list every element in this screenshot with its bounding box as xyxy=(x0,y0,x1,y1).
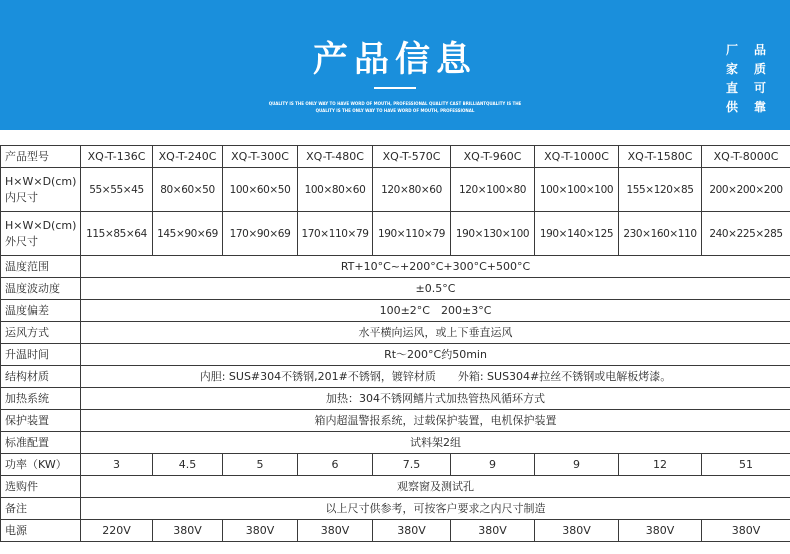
banner-subtitle-line1: QUALITY IS THE ONLY WAY TO HAVE WORD OF MOUTH, PROFESSIONAL QUALITY CAST BRILLIANTQUALITY IS THE xyxy=(268,101,522,106)
model-cell: XQ-T-1000C xyxy=(535,146,619,168)
row-value: 箱内超温警报系统，过载保护装置，电机保护装置 xyxy=(81,410,790,432)
row-label: 温度偏差 xyxy=(1,300,81,322)
row-value: ±0.5°C xyxy=(81,278,790,300)
size-cell: 200×200×200 xyxy=(702,168,790,212)
slogan-char: 质 xyxy=(753,62,766,76)
size-cell: 55×55×45 xyxy=(81,168,153,212)
banner-subtitle-line2: QUALITY IS THE ONLY WAY TO HAVE WORD OF MOUTH, PROFESSIONAL xyxy=(315,108,475,113)
size-cell: 100×100×100 xyxy=(535,168,619,212)
voltage-cell: 380V xyxy=(298,520,373,542)
row-value: Rt～200°C约50min xyxy=(81,344,790,366)
row-label: 电源 xyxy=(1,520,81,542)
size-cell: 230×160×110 xyxy=(619,212,702,256)
row-value: 试料架2组 xyxy=(81,432,790,454)
slogan-char: 靠 xyxy=(753,100,766,114)
size-cell: 170×90×69 xyxy=(223,212,298,256)
model-cell: XQ-T-960C xyxy=(451,146,535,168)
row-value: 水平横向运风，或上下垂直运风 xyxy=(81,322,790,344)
slogan-char: 品 xyxy=(753,43,766,57)
model-cell: XQ-T-8000C xyxy=(702,146,790,168)
size-cell: 190×130×100 xyxy=(451,212,535,256)
model-cell: XQ-T-570C xyxy=(373,146,451,168)
voltage-cell: 380V xyxy=(223,520,298,542)
label-line: H×W×D(cm) xyxy=(5,218,77,232)
voltage-cell: 380V xyxy=(619,520,702,542)
row-value: 100±2°C 200±3°C xyxy=(81,300,790,322)
row-label: 产品型号 xyxy=(1,146,81,168)
voltage-cell: 380V xyxy=(451,520,535,542)
model-cell: XQ-T-480C xyxy=(298,146,373,168)
slogan-char: 可 xyxy=(753,81,766,95)
power-cell: 6 xyxy=(298,454,373,476)
header-banner xyxy=(0,0,790,130)
row-power-supply xyxy=(1,520,790,542)
row-value: 内胆: SUS#304不锈钢,201#不锈钢，镀锌材质 外箱: SUS304#拉丝不锈钢或电解板烤漆。 xyxy=(81,366,790,388)
row-material xyxy=(1,366,790,388)
size-cell: 100×60×50 xyxy=(223,168,298,212)
row-label: 升温时间 xyxy=(1,344,81,366)
power-cell: 7.5 xyxy=(373,454,451,476)
row-label: 选购件 xyxy=(1,476,81,498)
row-protection xyxy=(1,410,790,432)
voltage-cell: 380V xyxy=(373,520,451,542)
size-cell: 190×140×125 xyxy=(535,212,619,256)
row-label: 标准配置 xyxy=(1,432,81,454)
row-model xyxy=(1,146,790,168)
row-label: 温度范围 xyxy=(1,256,81,278)
row-optional xyxy=(1,476,790,498)
row-value: 加热：304不锈网鳍片式加热管热风循环方式 xyxy=(81,388,790,410)
size-cell: 190×110×79 xyxy=(373,212,451,256)
power-cell: 5 xyxy=(223,454,298,476)
row-temp-range xyxy=(1,256,790,278)
spec-table xyxy=(0,145,790,542)
power-cell: 9 xyxy=(535,454,619,476)
slogan-char: 供 xyxy=(725,100,738,114)
title-underline xyxy=(374,87,416,89)
size-cell: 170×110×79 xyxy=(298,212,373,256)
voltage-cell: 380V xyxy=(153,520,223,542)
row-power xyxy=(1,454,790,476)
voltage-cell: 220V xyxy=(81,520,153,542)
label-line: H×W×D(cm) xyxy=(5,174,77,188)
power-cell: 4.5 xyxy=(153,454,223,476)
row-value: RT+10°C~+200°C+300°C+500°C xyxy=(81,256,790,278)
row-label: 结构材质 xyxy=(1,366,81,388)
model-cell: XQ-T-300C xyxy=(223,146,298,168)
voltage-cell: 380V xyxy=(702,520,790,542)
banner-title: 产品信息 xyxy=(312,40,477,80)
row-heating xyxy=(1,388,790,410)
row-air-mode xyxy=(1,322,790,344)
row-label: 运风方式 xyxy=(1,322,81,344)
model-cell: XQ-T-136C xyxy=(81,146,153,168)
size-cell: 100×80×60 xyxy=(298,168,373,212)
row-label: 加热系统 xyxy=(1,388,81,410)
size-cell: 80×60×50 xyxy=(153,168,223,212)
model-cell: XQ-T-240C xyxy=(153,146,223,168)
row-standard xyxy=(1,432,790,454)
power-cell: 51 xyxy=(702,454,790,476)
row-label: 功率（KW） xyxy=(1,454,81,476)
size-cell: 240×225×285 xyxy=(702,212,790,256)
slogan-char: 直 xyxy=(725,81,738,95)
row-outer-size xyxy=(1,212,790,256)
model-cell: XQ-T-1580C xyxy=(619,146,702,168)
size-cell: 120×80×60 xyxy=(373,168,451,212)
row-label: 保护装置 xyxy=(1,410,81,432)
label-line: 外尺寸 xyxy=(5,234,38,248)
power-cell: 3 xyxy=(81,454,153,476)
row-label xyxy=(1,168,81,212)
row-value: 以上尺寸供参考，可按客户要求之内尺寸制造 xyxy=(81,498,790,520)
row-remark xyxy=(1,498,790,520)
row-temp-deviation xyxy=(1,300,790,322)
row-inner-size xyxy=(1,168,790,212)
size-cell: 120×100×80 xyxy=(451,168,535,212)
slogan-column-2 xyxy=(752,41,768,117)
size-cell: 155×120×85 xyxy=(619,168,702,212)
row-temp-fluctuation xyxy=(1,278,790,300)
size-cell: 145×90×69 xyxy=(153,212,223,256)
power-cell: 9 xyxy=(451,454,535,476)
row-heat-time xyxy=(1,344,790,366)
slogan-char: 厂 xyxy=(725,43,738,57)
label-line: 内尺寸 xyxy=(5,190,38,204)
size-cell: 115×85×64 xyxy=(81,212,153,256)
row-label xyxy=(1,212,81,256)
row-value: 观察窗及测试孔 xyxy=(81,476,790,498)
slogan-char: 家 xyxy=(725,62,738,76)
voltage-cell: 380V xyxy=(535,520,619,542)
row-label: 备注 xyxy=(1,498,81,520)
row-label: 温度波动度 xyxy=(1,278,81,300)
power-cell: 12 xyxy=(619,454,702,476)
slogan-column-1 xyxy=(724,41,740,117)
